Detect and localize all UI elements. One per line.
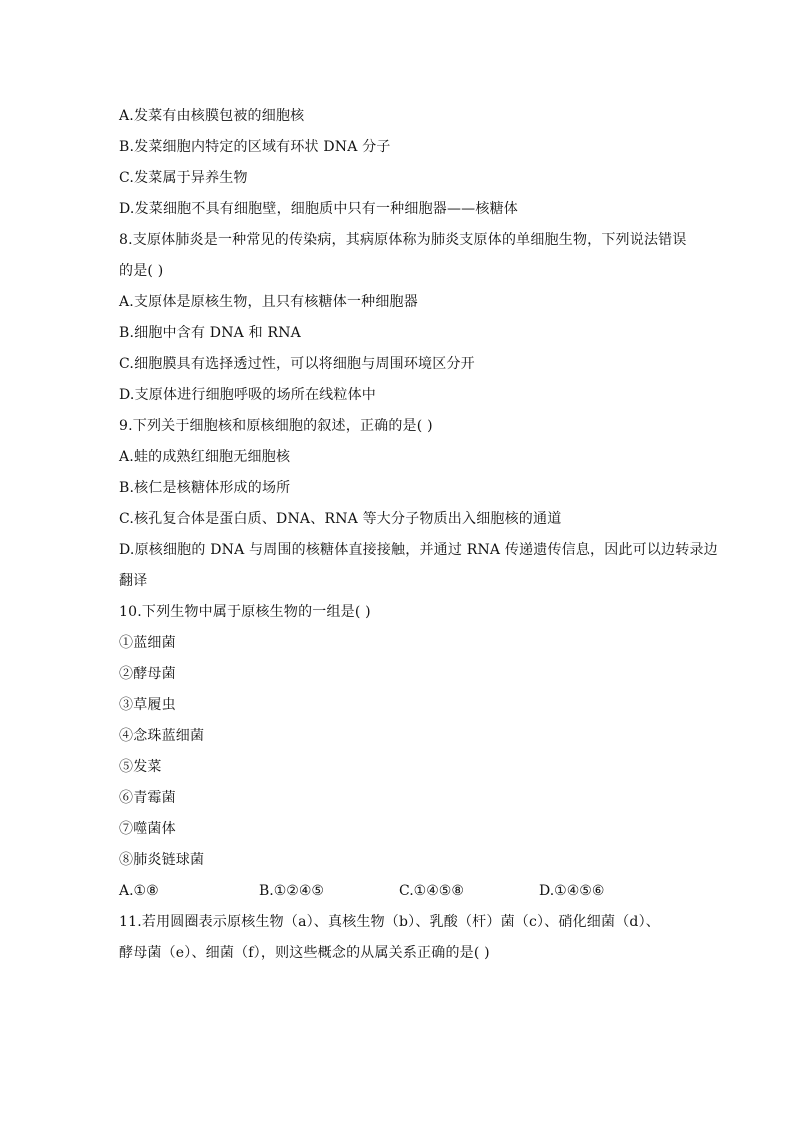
q9-stem: 9.下列关于细胞核和原核细胞的叙述，正确的是( ) [119,418,433,434]
q10-item-5: ⑤发菜 [119,759,162,775]
q10-option-d: D.①④⑤⑥ [539,883,605,899]
q8-stem-line2: 的是( ) [119,263,164,279]
q10-item-1: ①蓝细菌 [119,635,176,651]
q10-option-c: C.①④⑤⑧ [399,883,464,899]
q9-option-d-line2: 翻译 [119,573,148,589]
q11-stem-line2: 酵母菌（e）、细菌（f），则这些概念的从属关系正确的是( ) [119,945,490,961]
q10-stem: 10.下列生物中属于原核生物的一组是( ) [119,604,371,620]
q7-option-a: A.发菜有由核膜包被的细胞核 [119,108,305,124]
q10-item-3: ③草履虫 [119,697,176,713]
q10-item-8: ⑧肺炎链球菌 [119,852,205,868]
q10-item-6: ⑥青霉菌 [119,790,176,806]
q9-option-d-line1: D.原核细胞的 DNA 与周围的核糖体直接接触，并通过 RNA 传递遗传信息，因此可以边转录边 [119,542,718,558]
q7-option-c: C.发菜属于异养生物 [119,170,248,186]
q8-option-c: C.细胞膜具有选择透过性，可以将细胞与周围环境区分开 [119,356,475,372]
q9-option-b: B.核仁是核糖体形成的场所 [119,480,291,496]
q7-option-b: B.发菜细胞内特定的区域有环状 DNA 分子 [119,139,391,155]
q8-option-d: D.支原体进行细胞呼吸的场所在线粒体中 [119,387,376,403]
q8-option-a: A.支原体是原核生物，且只有核糖体一种细胞器 [119,294,418,310]
q10-option-a: A.①⑧ [119,883,159,899]
document-page [119,101,718,969]
q11-stem-line1: 11.若用圆圈表示原核生物（a）、真核生物（b）、乳酸（杆）菌（c）、硝化细菌（d）、 [119,914,660,930]
q10-option-b: B.①②④⑤ [259,883,324,899]
q10-options-row [119,876,679,907]
q8-stem-line1: 8.支原体肺炎是一种常见的传染病，其病原体称为肺炎支原体的单细胞生物，下列说法错误 [119,232,687,248]
q9-option-c: C.核孔复合体是蛋白质、DNA、RNA 等大分子物质出入细胞核的通道 [119,511,562,527]
q9-option-a: A.蛙的成熟红细胞无细胞核 [119,449,291,465]
q10-item-4: ④念珠蓝细菌 [119,728,205,744]
q10-item-7: ⑦噬菌体 [119,821,176,837]
q8-option-b: B.细胞中含有 DNA 和 RNA [119,325,301,341]
q7-option-d: D.发菜细胞不具有细胞壁，细胞质中只有一种细胞器——核糖体 [119,201,518,217]
q10-item-2: ②酵母菌 [119,666,176,682]
